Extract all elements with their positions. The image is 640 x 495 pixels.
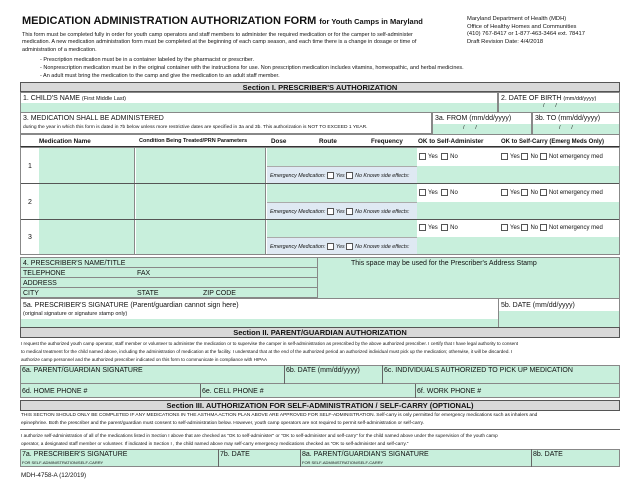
city-state-zip-row: [21, 288, 317, 298]
form-number: MDH-4758-A (12/2019): [21, 472, 87, 479]
section3-line: epinephrine. Both the prescriber and the parent/guardian must consent to self-administration below. However, youth camp operators are not required to permit self-administration or self-carry.: [21, 421, 425, 426]
signature-hint: (original signature or signature stamp only): [23, 311, 128, 317]
emergency-yes-checkbox[interactable]: [327, 243, 334, 250]
parent-signature-label: 6a. PARENT/GUARDIAN SIGNATURE: [22, 367, 143, 374]
emergency-line: [270, 172, 409, 179]
prescriber-name-label: 4. PRESCRIBER'S NAME/TITLE: [23, 260, 126, 267]
dose-route-frequency-input[interactable]: [267, 148, 417, 166]
emergency-line: [270, 208, 409, 215]
from-cell: [432, 112, 532, 134]
bullet-list: [40, 56, 464, 80]
intro-text: [22, 32, 416, 54]
self-admin-no-checkbox[interactable]: [441, 224, 448, 231]
col-frequency: Frequency: [371, 138, 403, 145]
known-side-text: No Known side effects:: [355, 172, 410, 179]
divider: [382, 365, 383, 384]
from-slashes: / /: [463, 125, 477, 131]
work-phone-label: 6f. WORK PHONE #: [417, 388, 482, 395]
form-title-suffix: for Youth Camps in Maryland: [319, 17, 423, 26]
section3-line: I authorize self-administration of all of the medications listed in Section I above that are checked as "OK to self-administer" or "OK to self-administer and self-carry" for the child named above under the supervision of the youth camp: [21, 433, 498, 438]
prescriber-signature-label: 5a. PRESCRIBER'S SIGNATURE (Parent/guardian cannot sign here): [23, 302, 239, 309]
self-admin-no-checkbox[interactable]: [441, 189, 448, 196]
yes-text: Yes: [428, 190, 438, 197]
agency-line: Office of Healthy Homes and Communities: [467, 23, 577, 30]
emergency-yes-checkbox[interactable]: [327, 172, 334, 179]
section2-text: [21, 340, 518, 364]
date5b-cell: [499, 298, 619, 326]
date5b-label: [501, 302, 575, 309]
pickup-label: 6c. INDIVIDUALS AUTHORIZED TO PICK UP MEDICATION: [384, 367, 573, 374]
yes-text: Yes: [510, 190, 520, 197]
emergency-row: [267, 202, 417, 219]
row-number: 1: [28, 163, 32, 170]
from-hint: (mm/dd/yyyy): [469, 115, 512, 122]
divider: [218, 449, 219, 467]
not-emergency-text: Not emergency med: [548, 154, 603, 161]
from-label: [435, 115, 511, 122]
prescriber-signature-cell: [21, 298, 499, 326]
to-hint: (mm/dd/yyyy): [558, 115, 601, 122]
row-number: 3: [28, 234, 32, 241]
intro-line: administration of a medication.: [22, 46, 97, 53]
known-side-text: No Known side effects:: [355, 243, 410, 250]
yes-text: Yes: [335, 243, 345, 250]
not-emergency-text: Not emergency med: [548, 190, 603, 197]
dose-route-frequency-input[interactable]: [267, 184, 417, 202]
emergency-row: [267, 166, 417, 183]
section3-line: operator, a designated staff member or volunteer. If indicated in Section I , the child named above may self-carry emergency medications checked as "OK to self-administer and self-carry.": [21, 441, 409, 446]
no-text: No: [530, 154, 539, 161]
bullet-item: - An adult must bring the medication to the camp and give the medication to an adult staff member.: [40, 73, 280, 79]
agency-block: [467, 16, 585, 46]
not-emergency-checkbox[interactable]: [540, 224, 547, 231]
side-effects-input[interactable]: [417, 237, 619, 254]
address-label: ADDRESS: [23, 280, 57, 287]
form-title-text: MEDICATION ADMINISTRATION AUTHORIZATION FORM: [22, 15, 317, 27]
dob-label: [501, 95, 596, 103]
dob-slashes: / /: [543, 103, 557, 109]
emergency-no-checkbox[interactable]: [346, 208, 353, 215]
col-dose: Dose: [271, 138, 287, 145]
medication-name-input[interactable]: [39, 220, 135, 254]
sig7a-hint: FOR SELF-ADMINISTRATION/SELF-CARRY: [22, 460, 104, 465]
prescriber-signature-input[interactable]: [21, 319, 498, 327]
col-condition: Condition Being Treated/PRN Parameters: [139, 138, 248, 144]
child-name-cell: [20, 92, 498, 112]
med-row: [21, 220, 619, 254]
date5b-label-text: 5b. DATE: [501, 302, 531, 309]
emergency-no-checkbox[interactable]: [346, 172, 353, 179]
prescriber-block: [20, 257, 620, 327]
section3-header: Section III. AUTHORIZATION FOR SELF-ADMINISTRATION / SELF-CARRY (OPTIONAL): [20, 400, 620, 411]
emergency-line: [270, 243, 409, 250]
no-text: No: [450, 154, 458, 161]
bullet-item: - Prescription medication must be in a container labeled by the pharmacist or prescriber.: [40, 57, 254, 63]
self-admin-yes-checkbox[interactable]: [419, 224, 426, 231]
parent-date-label: [286, 367, 360, 374]
intro-line: medication. A new medication administration form must be completed at the beginning of each camp season, and each time there is a change in dosage or time of: [22, 39, 417, 46]
dob-hint: (mm/dd/yyyy): [563, 96, 597, 102]
sig7a-label: 7a. PRESCRIBER'S SIGNATURE: [22, 451, 128, 458]
state-label: STATE: [137, 290, 159, 297]
yes-text: Yes: [510, 154, 520, 161]
section2-header: Section II. PARENT/GUARDIAN AUTHORIZATION: [20, 327, 620, 338]
emergency-label: Emergency Medication:: [270, 172, 326, 179]
emergency-no-checkbox[interactable]: [346, 243, 353, 250]
fax-label: FAX: [137, 270, 151, 277]
med-admin-cell: [20, 112, 432, 134]
parent-date-text: 6b. DATE: [286, 367, 316, 374]
side-effects-input[interactable]: [417, 166, 619, 183]
to-input[interactable]: [533, 124, 619, 134]
section2-line: authorize camp personnel and the authorized prescriber indicated on this form to communicate in compliance with HIPAA: [21, 357, 268, 362]
no-text: No: [450, 190, 458, 197]
yes-text: Yes: [510, 225, 520, 232]
med-admin-label: 3. MEDICATION SHALL BE ADMINISTERED: [23, 115, 164, 122]
condition-input[interactable]: [136, 220, 266, 254]
child-name-input[interactable]: [21, 103, 497, 112]
yes-text: Yes: [428, 154, 438, 161]
from-input[interactable]: [433, 124, 531, 134]
date5b-input[interactable]: [499, 311, 619, 327]
yes-text: Yes: [428, 225, 438, 232]
no-text: No: [530, 225, 539, 232]
child-name-label: [23, 95, 126, 103]
section1-header: Section I. PRESCRIBER'S AUTHORIZATION: [20, 82, 620, 92]
divider: [415, 384, 416, 398]
address-input[interactable]: [21, 278, 317, 288]
sig8a-label: 8a. PARENT/GUARDIAN'S SIGNATURE: [302, 451, 429, 458]
self-admin-no-checkbox[interactable]: [441, 153, 448, 160]
section2-line: I request the authorized youth camp operator, staff member or volunteer to administer the medication or to supervise the camper in self-administration as prescribed by the above authorized prescriber. I certify that I have legal authority to consent: [21, 341, 519, 346]
divider: [531, 449, 532, 467]
col-medication-name: Medication Name: [39, 138, 91, 145]
agency-line: Maryland Department of Health (MDH): [467, 16, 567, 22]
row-number: 2: [28, 199, 32, 206]
form-title: [22, 16, 423, 27]
med-row: [21, 148, 619, 184]
no-text: No: [530, 190, 539, 197]
med-admin-note: during the year in which this form is dated in 7b below unless more restrictive dates are specified in 3a and 3b. This authorization is NOT TO EXCEED 1 YEAR.: [23, 125, 368, 130]
yes-text: Yes: [335, 172, 345, 179]
emergency-label: Emergency Medication:: [270, 208, 326, 215]
sig8a-hint: FOR SELF-ADMINISTRATION/SELF-CARRY: [302, 460, 384, 465]
self-administer-options: [419, 224, 458, 231]
agency-line: Draft Revision Date: 4/4/2018: [467, 38, 544, 45]
stamp-note: This space may be used for the Prescriber's Address Stamp: [351, 260, 537, 267]
col-self-administer: OK to Self-Administer: [418, 138, 484, 145]
self-carry-options: [501, 153, 603, 160]
medication-name-input[interactable]: [39, 184, 135, 219]
self-admin-yes-checkbox[interactable]: [419, 153, 426, 160]
not-emergency-checkbox[interactable]: [540, 189, 547, 196]
emergency-row: [267, 237, 417, 254]
known-side-text: No Known side effects:: [355, 208, 410, 215]
section3-text2: [21, 432, 498, 448]
dob-cell: [498, 92, 620, 112]
dose-route-frequency-input[interactable]: [267, 220, 417, 237]
med-rows: [20, 147, 620, 255]
self-administer-options: [419, 153, 458, 160]
self-carry-yes-checkbox[interactable]: [501, 224, 508, 231]
city-label: CITY: [23, 290, 39, 297]
child-name-hint: (First Middle Last): [81, 96, 126, 102]
section2-line: to medical treatment for the child named above, including the administration of medication at the facility. I understand that at the end of the authorized period an authorized individual must pick up the medication; otherwise, it will be discarded. I: [21, 349, 513, 354]
not-emergency-text: Not emergency med: [548, 225, 603, 232]
emergency-label: Emergency Medication:: [270, 243, 326, 250]
med-table-header: [20, 134, 620, 147]
self-admin-yes-checkbox[interactable]: [419, 189, 426, 196]
section3-text1: [21, 412, 537, 428]
medication-name-input[interactable]: [39, 148, 135, 183]
col-route: Route: [319, 138, 337, 145]
home-phone-label: 6d. HOME PHONE #: [22, 388, 88, 395]
divider: [284, 365, 285, 384]
yes-text: Yes: [335, 208, 345, 215]
intro-line: This form must be completed fully in order for youth camp operators and staff members to administer the required medication or for the camper to self-administer: [22, 32, 413, 38]
bullet-item: - Nonprescription medication must be in the original container with the instructions for use. Non prescription medication includes vitamins, homeopathic, and herbal medicines.: [40, 65, 464, 71]
col-self-carry: OK to Self-Carry (Emerg Meds Only): [501, 139, 605, 145]
dob-label-text: 2. DATE OF BIRTH: [501, 95, 562, 102]
date5b-hint: (mm/dd/yyyy): [532, 302, 575, 309]
emergency-yes-checkbox[interactable]: [327, 208, 334, 215]
cell-phone-label: 6e. CELL PHONE #: [202, 388, 264, 395]
dob-input[interactable]: [499, 103, 619, 112]
to-label-text: 3b. TO: [535, 115, 557, 122]
parent-date-hint: (mm/dd/yyyy): [317, 367, 360, 374]
date7b-label: 7b. DATE: [220, 451, 250, 458]
child-name-label-text: 1. CHILD'S NAME: [23, 95, 80, 102]
self-carry-yes-checkbox[interactable]: [501, 153, 508, 160]
telephone-label: TELEPHONE: [23, 270, 66, 277]
not-emergency-checkbox[interactable]: [540, 153, 547, 160]
self-carry-no-checkbox[interactable]: [521, 153, 528, 160]
self-carry-options: [501, 224, 603, 231]
self-administer-options: [419, 189, 458, 196]
self-carry-options: [501, 189, 603, 196]
med-row: [21, 184, 619, 220]
from-label-text: 3a. FROM: [435, 115, 468, 122]
to-label: [535, 115, 600, 122]
self-carry-no-checkbox[interactable]: [521, 189, 528, 196]
condition-input[interactable]: [136, 148, 266, 183]
section3-line: THIS SECTION SHOULD ONLY BE COMPLETED IF ANY MEDICATIONS IN THE ASTHMA ACTION PLAN ABOVE ARE APPROVED FOR SELF-ADMINISTRATION. Self-carry is only permitted for emergency medications such as inhalers and: [21, 413, 538, 418]
no-text: No: [450, 225, 458, 232]
date8b-label: 8b. DATE: [533, 451, 563, 458]
phone-row[interactable]: [20, 384, 620, 398]
side-effects-input[interactable]: [417, 202, 619, 219]
self-carry-no-checkbox[interactable]: [521, 224, 528, 231]
divider: [200, 384, 201, 398]
to-cell: [532, 112, 620, 134]
condition-input[interactable]: [136, 184, 266, 219]
divider: [20, 429, 620, 430]
to-slashes: / /: [559, 125, 573, 131]
zip-label: ZIP CODE: [203, 290, 236, 297]
divider: [300, 449, 301, 467]
agency-line: (410) 767-8417 or 1-877-463-3464 ext. 78417: [467, 31, 585, 37]
self-carry-yes-checkbox[interactable]: [501, 189, 508, 196]
